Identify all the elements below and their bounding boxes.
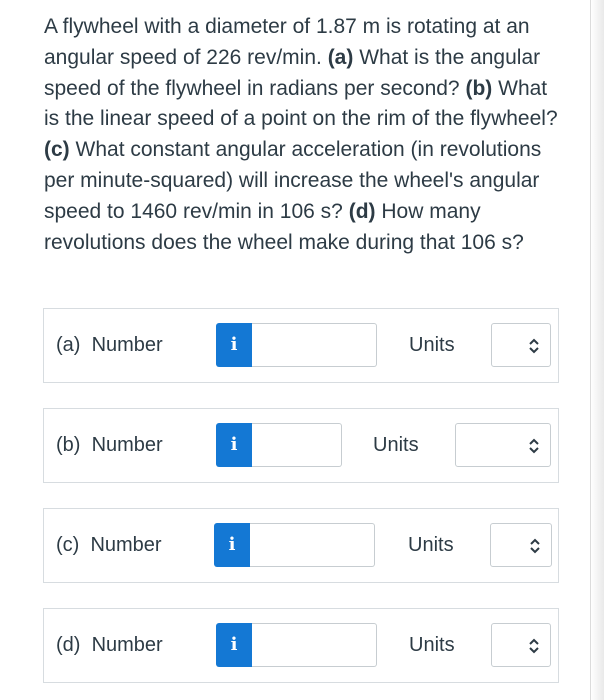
part-b-text: What is the linear speed of a point on the rim of the flywheel?: [44, 76, 558, 131]
part-a-tag: (a): [327, 45, 354, 69]
part-c-text: What constant angular acceleration (in revolutions per minute-squared) will increase the wheel's angular speed to 1460 rev/min in 106 s?: [44, 138, 542, 223]
answer-b-number-input[interactable]: [252, 423, 342, 467]
answer-row-c: [43, 508, 559, 583]
info-icon[interactable]: i: [214, 523, 250, 567]
answer-c-units-select[interactable]: [490, 523, 552, 567]
answer-a-number-input[interactable]: [252, 323, 377, 367]
answer-d-units-select[interactable]: [491, 623, 551, 667]
answer-b-label: (b) Number: [56, 434, 163, 456]
answer-row-b: [43, 408, 559, 483]
chevron-up-down-icon: [528, 336, 540, 356]
part-c-tag: (c): [44, 138, 70, 162]
answer-c-number-input[interactable]: [250, 523, 375, 567]
answer-d-label: (d) Number: [56, 634, 163, 656]
part-d-tag: (d): [348, 199, 376, 223]
info-icon[interactable]: i: [216, 623, 252, 667]
info-icon[interactable]: i: [216, 323, 252, 367]
answer-c-label: (c) Number: [56, 534, 162, 556]
chevron-up-down-icon: [528, 436, 540, 456]
answer-d-number-input[interactable]: [252, 623, 377, 667]
answer-row-a: [43, 308, 559, 383]
answer-b-units-select[interactable]: [455, 423, 551, 467]
part-b-tag: (b): [465, 76, 493, 100]
part-d-text: How many revolutions does the wheel make during that 106 s?: [44, 199, 524, 254]
answer-a-label: (a) Number: [56, 334, 163, 356]
answer-b-units-label: Units: [373, 434, 419, 456]
answer-row-d: [43, 608, 559, 683]
answer-a-units-label: Units: [409, 334, 455, 356]
chevron-up-down-icon: [528, 636, 540, 656]
question-text: [44, 12, 564, 258]
info-icon[interactable]: i: [216, 423, 252, 467]
chevron-up-down-icon: [529, 536, 541, 556]
answer-d-units-label: Units: [409, 634, 455, 656]
part-a-text: What is the angular speed of the flywheel in radians per second?: [44, 45, 541, 100]
answer-c-units-label: Units: [408, 534, 454, 556]
question-intro: A flywheel with a diameter of 1.87 m is rotating at an angular speed of 226 rev/min.: [44, 15, 530, 69]
answer-a-units-select[interactable]: [491, 323, 551, 367]
page-edge: [590, 0, 604, 700]
